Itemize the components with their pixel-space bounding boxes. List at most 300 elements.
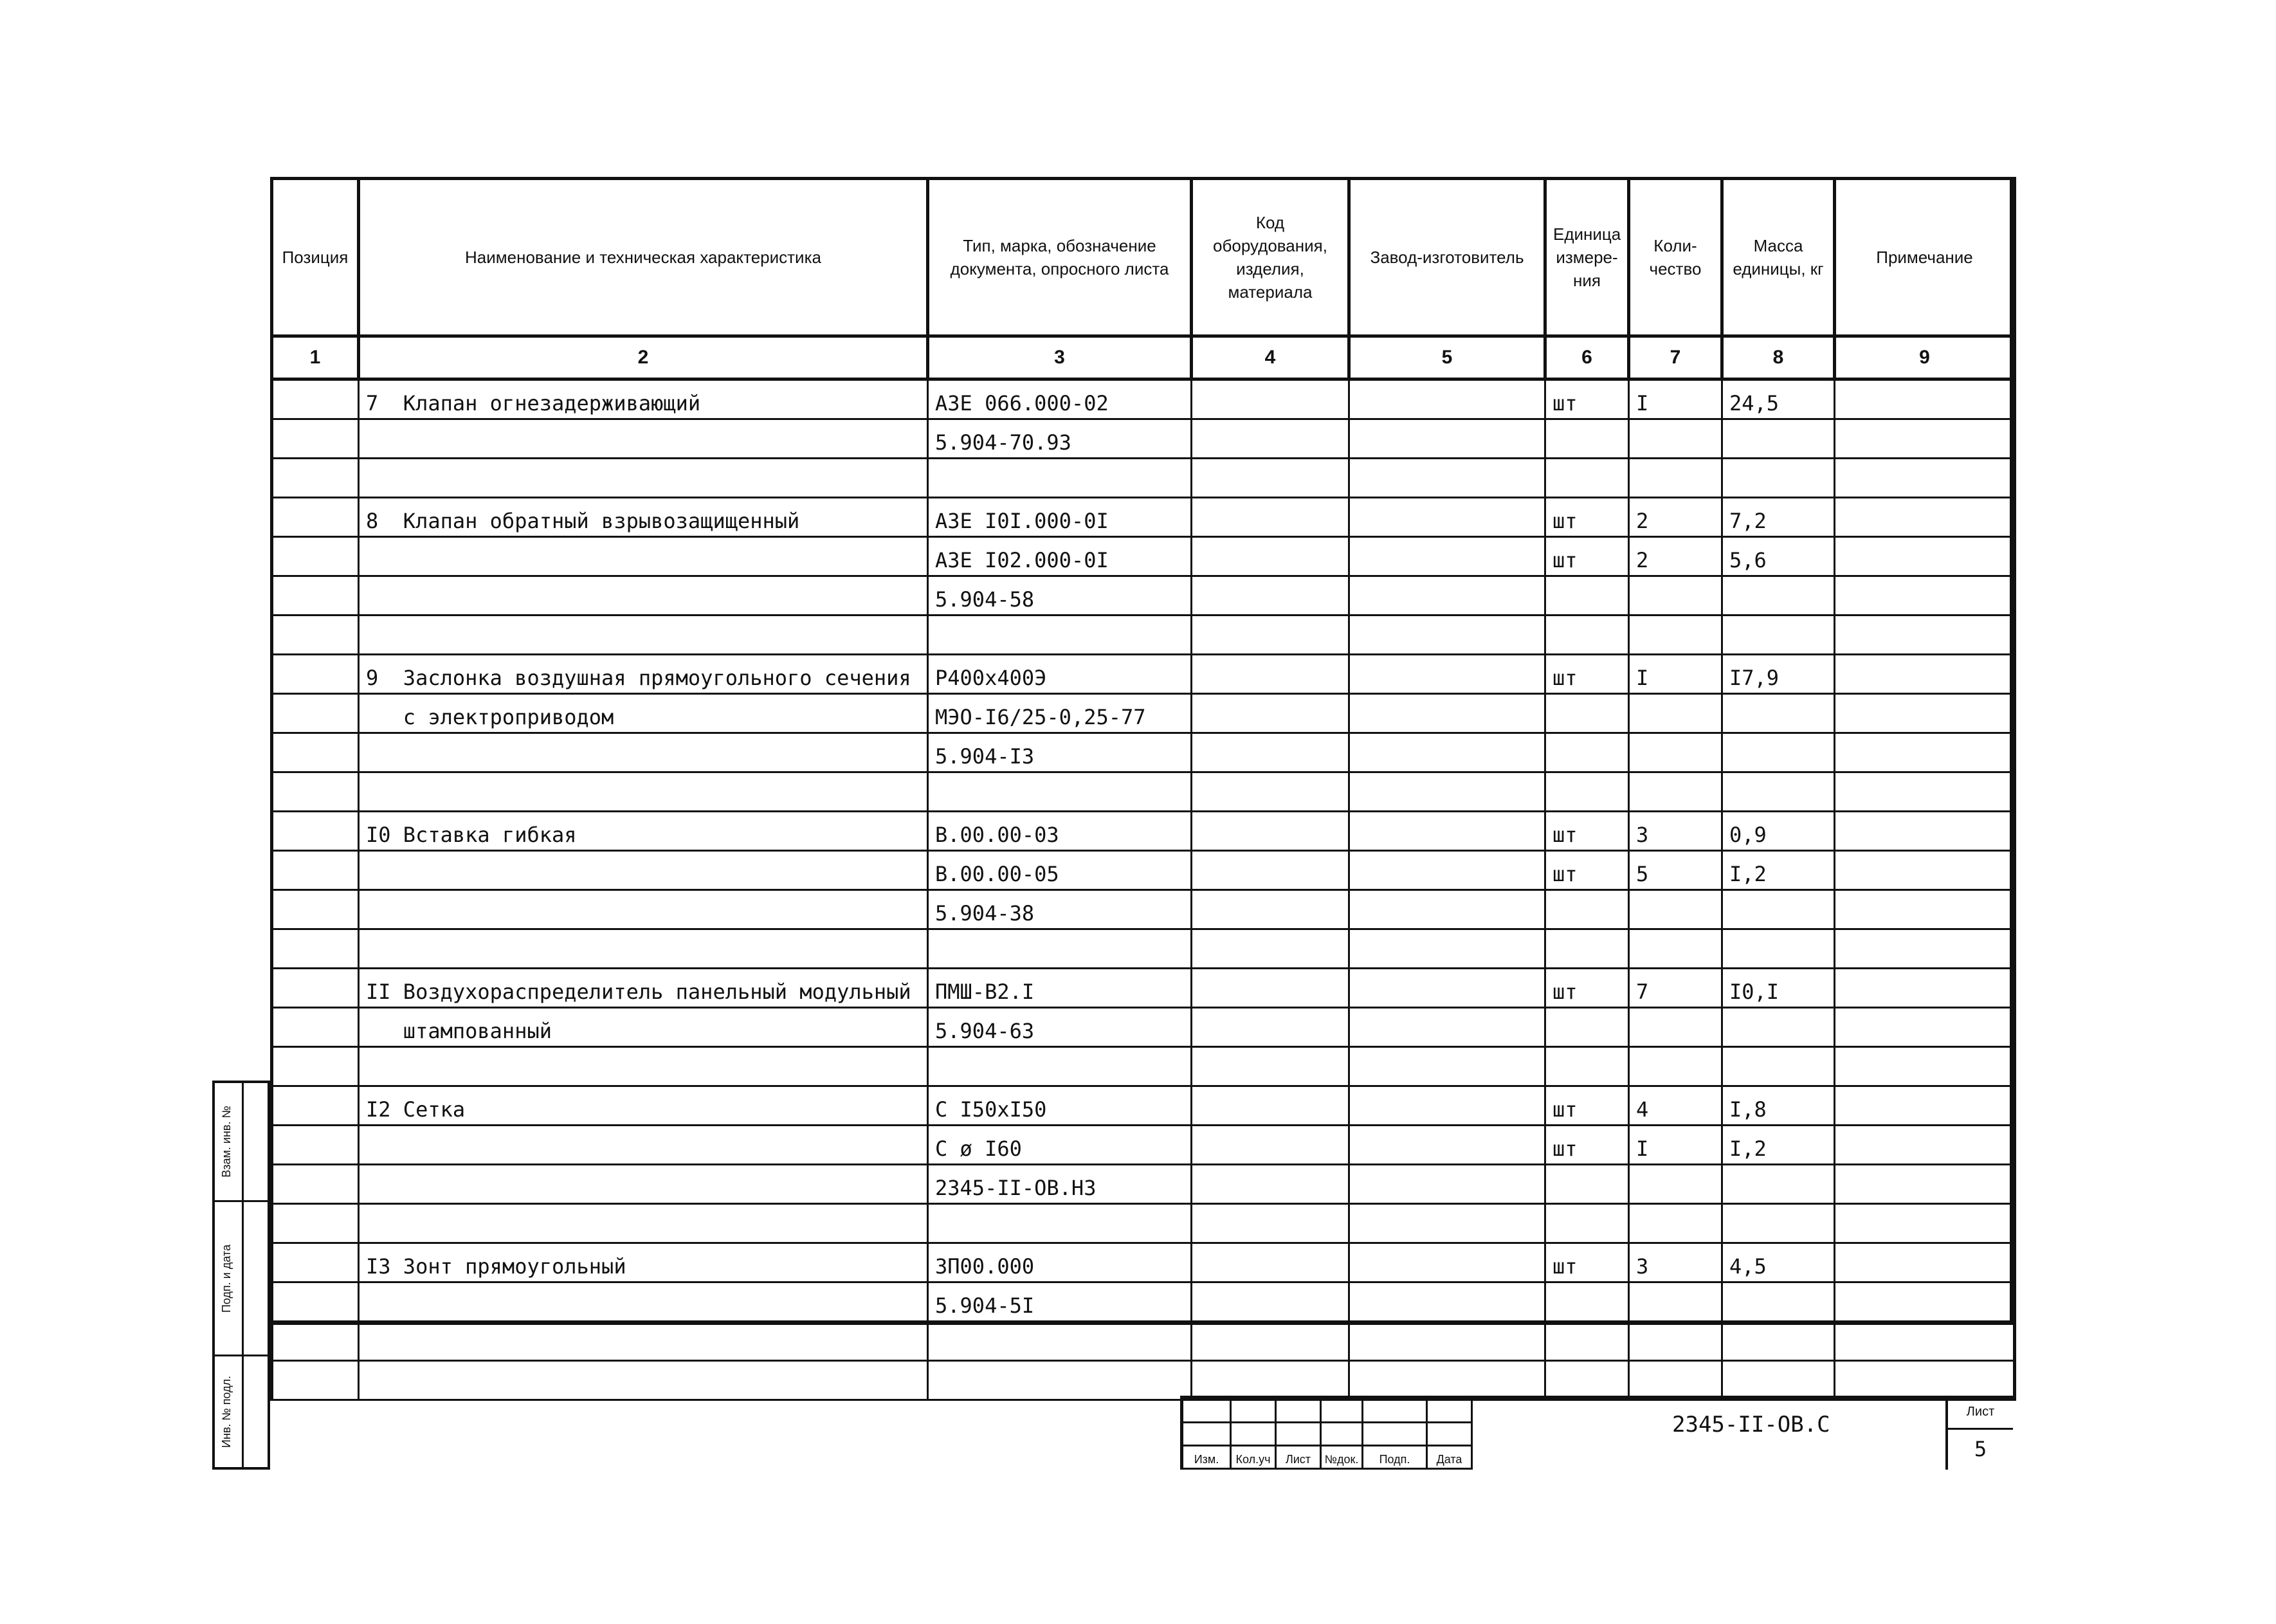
sheet-label: Лист bbox=[1948, 1396, 2013, 1430]
table-cell: С I50хI50 bbox=[928, 1086, 1192, 1126]
table-cell bbox=[1835, 537, 2015, 576]
table-row bbox=[272, 969, 2015, 1008]
table-cell: 2 bbox=[1629, 537, 1722, 576]
table-cell bbox=[1192, 616, 1349, 655]
table-cell bbox=[1349, 733, 1545, 772]
table-row bbox=[272, 576, 2015, 616]
table-cell bbox=[1192, 694, 1349, 733]
table-cell bbox=[1835, 1126, 2015, 1165]
table-cell bbox=[1349, 1165, 1545, 1204]
table-cell bbox=[1545, 459, 1629, 498]
table-cell bbox=[1192, 379, 1349, 419]
table-row bbox=[272, 655, 2015, 694]
table-cell bbox=[1835, 812, 2015, 851]
table-cell bbox=[1722, 694, 1835, 733]
table-cell bbox=[1629, 576, 1722, 616]
table-cell bbox=[359, 459, 928, 498]
table-cell bbox=[1192, 498, 1349, 537]
table-row bbox=[272, 1008, 2015, 1047]
tb-label: Кол.уч bbox=[1235, 1453, 1271, 1466]
table-cell bbox=[1192, 1282, 1349, 1322]
table-cell bbox=[928, 1204, 1192, 1243]
table-cell: 24,5 bbox=[1722, 379, 1835, 419]
table-cell: АЗЕ I02.000-0I bbox=[928, 537, 1192, 576]
table-cell bbox=[1722, 1008, 1835, 1047]
tb-label-cell bbox=[1322, 1446, 1363, 1470]
table-cell bbox=[1349, 772, 1545, 812]
table-row bbox=[272, 459, 2015, 498]
table-cell bbox=[1192, 537, 1349, 576]
sheet-number-box bbox=[1945, 1396, 2013, 1470]
table-row bbox=[272, 890, 2015, 929]
table-cell bbox=[1835, 851, 2015, 890]
table-cell bbox=[272, 1204, 359, 1243]
table-cell: 2 bbox=[1629, 498, 1722, 537]
table-cell bbox=[1835, 655, 2015, 694]
table-cell bbox=[1722, 1165, 1835, 1204]
table-cell: шт bbox=[1545, 812, 1629, 851]
table-cell bbox=[1722, 459, 1835, 498]
table-cell: штампованный bbox=[359, 1008, 928, 1047]
header-note: Примечание bbox=[1835, 179, 2015, 336]
table-cell bbox=[1722, 1322, 1835, 1361]
column-number: 5 bbox=[1349, 336, 1545, 379]
tb-label: Лист bbox=[1285, 1453, 1311, 1466]
table-cell: 7,2 bbox=[1722, 498, 1835, 537]
table-cell bbox=[1192, 1047, 1349, 1086]
table-cell bbox=[1349, 851, 1545, 890]
table-row bbox=[272, 851, 2015, 890]
tb-label-cell bbox=[1363, 1446, 1428, 1470]
table-cell bbox=[359, 576, 928, 616]
table-cell bbox=[1192, 459, 1349, 498]
table-cell: 2345-II-ОВ.Н3 bbox=[928, 1165, 1192, 1204]
tb-cell bbox=[1277, 1423, 1322, 1446]
table-cell: АЗЕ I0I.000-0I bbox=[928, 498, 1192, 537]
table-cell: I bbox=[1629, 1126, 1722, 1165]
table-cell bbox=[1545, 1282, 1629, 1322]
title-block bbox=[1180, 1396, 2013, 1470]
column-number: 2 bbox=[359, 336, 928, 379]
tb-label-cell bbox=[1428, 1446, 1473, 1470]
table-cell bbox=[928, 459, 1192, 498]
table-row bbox=[272, 1126, 2015, 1165]
table-cell bbox=[1722, 1047, 1835, 1086]
table-cell bbox=[928, 929, 1192, 969]
table-cell bbox=[928, 1322, 1192, 1361]
table-cell bbox=[1545, 1361, 1629, 1400]
table-row bbox=[272, 537, 2015, 576]
table-cell: I,2 bbox=[1722, 851, 1835, 890]
table-cell bbox=[272, 851, 359, 890]
table-cell: шт bbox=[1545, 1126, 1629, 1165]
table-cell bbox=[1349, 929, 1545, 969]
table-row bbox=[272, 1282, 2015, 1322]
header-row bbox=[272, 179, 2015, 336]
table-cell bbox=[1349, 576, 1545, 616]
table-cell bbox=[1192, 1204, 1349, 1243]
table-cell bbox=[1545, 772, 1629, 812]
tb-cell bbox=[1183, 1423, 1232, 1446]
table-cell bbox=[1629, 929, 1722, 969]
table-cell bbox=[1835, 1047, 2015, 1086]
table-cell bbox=[1722, 1204, 1835, 1243]
table-cell bbox=[272, 419, 359, 459]
table-row bbox=[272, 1086, 2015, 1126]
table-cell: 5.904-38 bbox=[928, 890, 1192, 929]
table-cell bbox=[1192, 812, 1349, 851]
table-cell: 5 bbox=[1629, 851, 1722, 890]
column-number-row bbox=[272, 336, 2015, 379]
tb-cell bbox=[1232, 1423, 1277, 1446]
table-cell bbox=[1349, 1086, 1545, 1126]
table-row bbox=[272, 772, 2015, 812]
table-cell bbox=[1192, 419, 1349, 459]
table-cell bbox=[359, 419, 928, 459]
table-cell: АЗЕ 066.000-02 bbox=[928, 379, 1192, 419]
table-cell bbox=[1349, 969, 1545, 1008]
table-cell bbox=[1835, 1282, 2015, 1322]
table-cell: шт bbox=[1545, 498, 1629, 537]
table-cell: шт bbox=[1545, 655, 1629, 694]
table-cell bbox=[1192, 890, 1349, 929]
table-cell bbox=[272, 733, 359, 772]
table-row bbox=[272, 812, 2015, 851]
table-cell: I0,I bbox=[1722, 969, 1835, 1008]
table-cell bbox=[1545, 929, 1629, 969]
table-cell: I2 Сетка bbox=[359, 1086, 928, 1126]
table-cell bbox=[272, 929, 359, 969]
table-cell bbox=[1629, 459, 1722, 498]
table-cell bbox=[359, 772, 928, 812]
table-cell bbox=[359, 1361, 928, 1400]
stamp-label: Инв. № подл. bbox=[220, 1375, 233, 1448]
table-cell bbox=[1192, 851, 1349, 890]
table-cell: 4,5 bbox=[1722, 1243, 1835, 1282]
tb-cell bbox=[1277, 1399, 1322, 1423]
table-cell bbox=[1545, 733, 1629, 772]
stamp-cell-inventory bbox=[215, 1356, 270, 1467]
table-cell bbox=[1349, 1204, 1545, 1243]
table-row bbox=[272, 694, 2015, 733]
tb-cell bbox=[1183, 1399, 1232, 1423]
table-cell bbox=[1349, 1243, 1545, 1282]
header-type: Тип, марка, обозначение документа, опросного листа bbox=[928, 179, 1192, 336]
table-cell bbox=[272, 655, 359, 694]
table-cell bbox=[1545, 890, 1629, 929]
table-cell bbox=[1722, 616, 1835, 655]
table-cell bbox=[1722, 419, 1835, 459]
tb-label-cell bbox=[1232, 1446, 1277, 1470]
table-cell bbox=[1349, 1126, 1545, 1165]
table-cell bbox=[272, 812, 359, 851]
table-cell: шт bbox=[1545, 969, 1629, 1008]
table-cell bbox=[928, 772, 1192, 812]
table-cell: 9 Заслонка воздушная прямоугольного сечения bbox=[359, 655, 928, 694]
table-cell bbox=[1192, 1126, 1349, 1165]
table-cell bbox=[1349, 694, 1545, 733]
table-cell bbox=[1349, 498, 1545, 537]
table-cell bbox=[1192, 1008, 1349, 1047]
table-cell bbox=[1192, 1165, 1349, 1204]
table-cell bbox=[1629, 733, 1722, 772]
table-cell: 5.904-58 bbox=[928, 576, 1192, 616]
table-cell: В.00.00-05 bbox=[928, 851, 1192, 890]
table-cell bbox=[272, 1282, 359, 1322]
table-cell bbox=[1722, 576, 1835, 616]
table-cell bbox=[1349, 655, 1545, 694]
table-cell bbox=[1835, 733, 2015, 772]
table-cell bbox=[1835, 969, 2015, 1008]
table-cell bbox=[928, 1361, 1192, 1400]
table-cell bbox=[272, 616, 359, 655]
tb-label: Изм. bbox=[1194, 1453, 1219, 1466]
table-cell: I,8 bbox=[1722, 1086, 1835, 1126]
table-cell bbox=[359, 1047, 928, 1086]
table-cell bbox=[272, 1008, 359, 1047]
table-cell bbox=[1192, 655, 1349, 694]
table-cell: ПМШ-В2.I bbox=[928, 969, 1192, 1008]
table-cell bbox=[1545, 1204, 1629, 1243]
table-row bbox=[272, 379, 2015, 419]
table-cell: 7 Клапан огнезадерживающий bbox=[359, 379, 928, 419]
table-cell bbox=[272, 1047, 359, 1086]
table-cell bbox=[359, 929, 928, 969]
tb-label: Подп. bbox=[1379, 1453, 1410, 1466]
document-code: 2345-II-ОВ.С bbox=[1672, 1412, 1830, 1437]
stamp-label: Подп. и дата bbox=[220, 1244, 233, 1313]
tb-label-cell bbox=[1277, 1446, 1322, 1470]
table-cell bbox=[359, 890, 928, 929]
table-cell bbox=[1545, 1165, 1629, 1204]
tb-label: Дата bbox=[1436, 1453, 1462, 1466]
table-cell bbox=[1722, 1282, 1835, 1322]
table-cell bbox=[1835, 419, 2015, 459]
table-cell: В.00.00-03 bbox=[928, 812, 1192, 851]
table-cell bbox=[1629, 419, 1722, 459]
tb-cell bbox=[1232, 1399, 1277, 1423]
table-cell bbox=[1192, 1361, 1349, 1400]
table-cell bbox=[1835, 1008, 2015, 1047]
tb-cell bbox=[1363, 1423, 1428, 1446]
stamp-label: Взам. инв. № bbox=[220, 1106, 233, 1178]
table-cell bbox=[272, 1126, 359, 1165]
table-cell bbox=[1349, 1008, 1545, 1047]
table-cell bbox=[359, 851, 928, 890]
table-cell bbox=[1545, 616, 1629, 655]
table-cell bbox=[1349, 890, 1545, 929]
table-cell: 5,6 bbox=[1722, 537, 1835, 576]
table-cell bbox=[272, 694, 359, 733]
table-cell: I3 Зонт прямоугольный bbox=[359, 1243, 928, 1282]
table-cell bbox=[1835, 1322, 2015, 1361]
table-cell: 5.904-5I bbox=[928, 1282, 1192, 1322]
table-cell: 3 bbox=[1629, 812, 1722, 851]
header-position: Позиция bbox=[272, 179, 359, 336]
table-cell bbox=[1349, 812, 1545, 851]
title-block-grid bbox=[1183, 1399, 1473, 1470]
table-cell bbox=[1192, 1322, 1349, 1361]
table-cell bbox=[1192, 1243, 1349, 1282]
table-cell bbox=[1835, 379, 2015, 419]
table-cell bbox=[272, 459, 359, 498]
table-row bbox=[272, 1243, 2015, 1282]
table-cell bbox=[1629, 1361, 1722, 1400]
table-cell bbox=[272, 1322, 359, 1361]
table-cell bbox=[1722, 772, 1835, 812]
table-cell bbox=[272, 890, 359, 929]
table-cell: I bbox=[1629, 379, 1722, 419]
table-cell bbox=[1629, 694, 1722, 733]
header-unit: Единица измере-ния bbox=[1545, 179, 1629, 336]
table-cell bbox=[1835, 576, 2015, 616]
table-cell: 0,9 bbox=[1722, 812, 1835, 851]
table-cell bbox=[1629, 1204, 1722, 1243]
table-cell bbox=[1835, 772, 2015, 812]
table-cell bbox=[359, 1126, 928, 1165]
table-cell bbox=[272, 1086, 359, 1126]
table-cell bbox=[1545, 1008, 1629, 1047]
table-cell bbox=[1835, 616, 2015, 655]
table-cell bbox=[359, 616, 928, 655]
table-cell bbox=[1349, 419, 1545, 459]
table-cell bbox=[1192, 733, 1349, 772]
table-cell bbox=[1349, 1322, 1545, 1361]
table-cell bbox=[359, 733, 928, 772]
tb-cell bbox=[1363, 1399, 1428, 1423]
tb-cell bbox=[1428, 1423, 1473, 1446]
table-cell bbox=[1545, 1322, 1629, 1361]
table-cell: 5.904-70.93 bbox=[928, 419, 1192, 459]
table-body bbox=[272, 379, 2015, 1400]
tb-cell bbox=[1322, 1399, 1363, 1423]
table-cell bbox=[1545, 1047, 1629, 1086]
tb-label: №док. bbox=[1324, 1453, 1359, 1466]
table-cell bbox=[928, 616, 1192, 655]
table-cell bbox=[1835, 1361, 2015, 1400]
table-cell bbox=[272, 498, 359, 537]
table-cell: I,2 bbox=[1722, 1126, 1835, 1165]
table-cell bbox=[1349, 1047, 1545, 1086]
table-cell: МЭО-I6/25-0,25-77 bbox=[928, 694, 1192, 733]
table-cell bbox=[1722, 1361, 1835, 1400]
table-cell bbox=[1629, 1165, 1722, 1204]
table-row bbox=[272, 929, 2015, 969]
specification-table bbox=[270, 177, 2016, 1401]
table-cell bbox=[272, 772, 359, 812]
column-number: 9 bbox=[1835, 336, 2015, 379]
table-row bbox=[272, 733, 2015, 772]
table-cell: шт bbox=[1545, 1243, 1629, 1282]
table-row bbox=[272, 1322, 2015, 1361]
table-cell: 3 bbox=[1629, 1243, 1722, 1282]
table-cell: шт bbox=[1545, 379, 1629, 419]
table-cell bbox=[1722, 890, 1835, 929]
table-cell bbox=[1349, 616, 1545, 655]
table-cell bbox=[359, 537, 928, 576]
table-cell bbox=[1349, 459, 1545, 498]
header-manufacturer: Завод-изготовитель bbox=[1349, 179, 1545, 336]
table-cell bbox=[1835, 929, 2015, 969]
table-cell bbox=[359, 1204, 928, 1243]
table-cell: 5.904-63 bbox=[928, 1008, 1192, 1047]
table-cell bbox=[1349, 1361, 1545, 1400]
table-cell bbox=[272, 969, 359, 1008]
header-name: Наименование и техническая характеристика bbox=[359, 179, 928, 336]
column-number: 1 bbox=[272, 336, 359, 379]
table-cell bbox=[1349, 379, 1545, 419]
column-number: 4 bbox=[1192, 336, 1349, 379]
table-cell bbox=[1722, 929, 1835, 969]
table-cell bbox=[1835, 498, 2015, 537]
table-cell bbox=[1192, 576, 1349, 616]
table-cell bbox=[928, 1047, 1192, 1086]
table-cell bbox=[272, 576, 359, 616]
table-cell bbox=[1835, 1243, 2015, 1282]
column-number: 7 bbox=[1629, 336, 1722, 379]
table-cell: 4 bbox=[1629, 1086, 1722, 1126]
table-cell bbox=[1349, 537, 1545, 576]
table-cell bbox=[1629, 1282, 1722, 1322]
table-cell bbox=[1545, 694, 1629, 733]
table-cell: II Воздухораспределитель панельный модульный bbox=[359, 969, 928, 1008]
table-cell: шт bbox=[1545, 851, 1629, 890]
column-number: 3 bbox=[928, 336, 1192, 379]
table-cell: I7,9 bbox=[1722, 655, 1835, 694]
table-row bbox=[272, 1204, 2015, 1243]
table-cell bbox=[359, 1282, 928, 1322]
column-number: 6 bbox=[1545, 336, 1629, 379]
table-cell: 8 Клапан обратный взрывозащищенный bbox=[359, 498, 928, 537]
table-cell bbox=[1835, 890, 2015, 929]
table-cell bbox=[272, 537, 359, 576]
stamp-cell-signature bbox=[215, 1202, 270, 1356]
table-cell bbox=[1629, 616, 1722, 655]
tb-cell bbox=[1428, 1399, 1473, 1423]
table-cell bbox=[1835, 1165, 2015, 1204]
table-cell bbox=[1835, 459, 2015, 498]
table-cell bbox=[359, 1165, 928, 1204]
table-cell bbox=[1835, 1204, 2015, 1243]
table-cell bbox=[272, 1243, 359, 1282]
table-cell bbox=[1192, 1086, 1349, 1126]
table-cell: Р400х400Э bbox=[928, 655, 1192, 694]
table-cell bbox=[1349, 1282, 1545, 1322]
table-cell bbox=[1722, 733, 1835, 772]
table-cell bbox=[1545, 576, 1629, 616]
table-cell bbox=[272, 1361, 359, 1400]
table-cell bbox=[1629, 890, 1722, 929]
table-cell bbox=[1629, 772, 1722, 812]
table-cell bbox=[1629, 1008, 1722, 1047]
tb-label-cell bbox=[1183, 1446, 1232, 1470]
table-cell: I0 Вставка гибкая bbox=[359, 812, 928, 851]
table-row bbox=[272, 498, 2015, 537]
table-cell: I bbox=[1629, 655, 1722, 694]
table-cell: шт bbox=[1545, 1086, 1629, 1126]
table-cell bbox=[272, 379, 359, 419]
table-row bbox=[272, 1047, 2015, 1086]
table-cell: 5.904-I3 bbox=[928, 733, 1192, 772]
table-cell bbox=[1545, 419, 1629, 459]
table-row bbox=[272, 616, 2015, 655]
table-cell: с электроприводом bbox=[359, 694, 928, 733]
stamp-cell-replaced bbox=[215, 1083, 270, 1202]
table-cell bbox=[1629, 1322, 1722, 1361]
table-cell: 3П00.000 bbox=[928, 1243, 1192, 1282]
margin-stamp bbox=[212, 1081, 270, 1470]
table-row bbox=[272, 419, 2015, 459]
